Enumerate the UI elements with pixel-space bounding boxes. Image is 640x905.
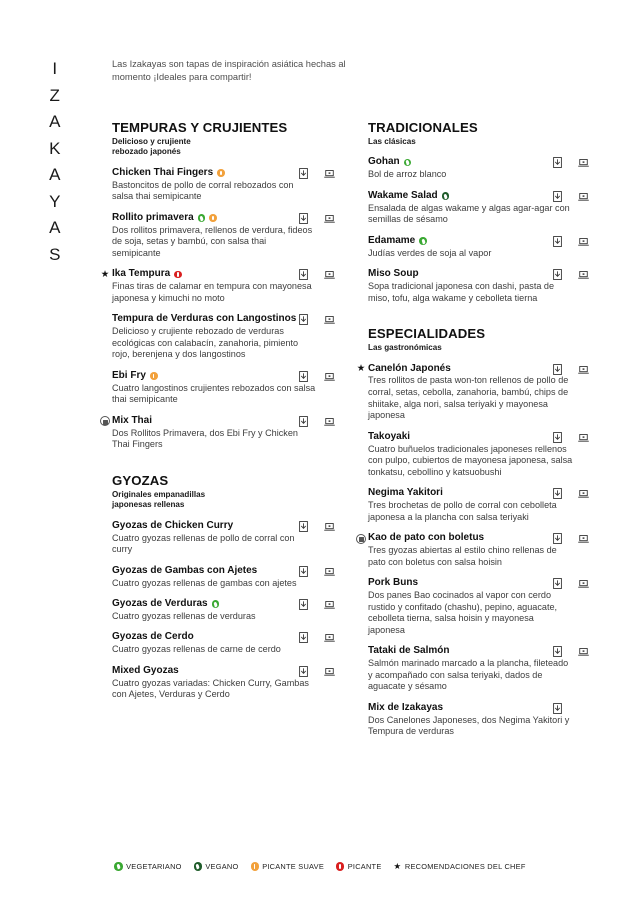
menu-item-actions [551,235,590,248]
menu-item-actions [297,370,336,383]
laptop-icon[interactable] [577,487,590,500]
mild-spicy-icon [217,169,225,177]
menu-item-name: Mix de Izakayas [368,702,444,714]
vegetarian-icon [198,214,206,222]
menu-item [368,532,590,568]
menu-item [112,212,350,260]
legend [0,862,640,871]
menu-item-description: Bol de arroz blanco [368,169,447,180]
menu-item-description: Tres gyozas abiertas al estilo chino rellenas de pato con boletus con salsa hoisin [368,545,557,567]
download-icon[interactable] [297,415,310,428]
menu-item-description: Delicioso y crujiente rebozado de verduras ecológicas con calabacín, zanahoria, pimiento rojo, berenjena y dos langostinos [112,326,299,360]
menu-item-description: Sopa tradicional japonesa con dashi, pasta de miso, tofu, alga wakame y cebolleta tierna [368,280,555,303]
menu-item-actions [551,190,590,203]
download-icon[interactable] [551,487,564,500]
menu-item-actions [551,645,590,658]
menu-item-name: Wakame Salad [368,189,438,201]
menu-item-actions [297,665,336,678]
menu-item [368,577,590,636]
menu-item-description: Dos panes Bao cocinados al vapor con cerdo rustido y confitado (chashu), pepino, aguacate, cebolleta tierna, salsa hoisin y mayonesa japonesa [368,590,558,635]
laptop-icon[interactable] [577,268,590,281]
download-icon[interactable] [551,268,564,281]
menu-item [112,565,350,589]
star-icon: ★ [393,861,402,872]
menu-item-actions [297,268,336,281]
menu-item-description: Salmón marinado marcado a la plancha, fileteado y acompañado con salsa teriyaki, dados de aguacate y sésamo [368,658,569,692]
menu-item [368,702,590,738]
download-icon[interactable] [551,645,564,658]
menu-item-name: Takoyaki [368,430,411,442]
menu-item [368,156,590,180]
menu-item [112,167,350,203]
menu-item [112,370,350,406]
brand-letter: A [49,165,61,184]
menu-section [112,473,350,701]
brand-letter: I [52,59,58,78]
chef-recommendation-star-icon: ★ [100,268,110,280]
menu-item-description: Cuatro gyozas rellenas de carne de cerdo [112,644,281,655]
download-icon[interactable] [297,598,310,611]
menu-item [368,487,590,523]
legend-item [394,862,526,871]
vegetarian-icon [404,159,412,167]
download-icon[interactable] [551,702,564,715]
menu-item-actions [551,532,590,545]
legend-label: PICANTE [347,862,382,871]
menu-item-description: Cuatro buñuelos tradicionales japoneses rellenos con pulpo, cubiertos de mayonesa japonesa, salsa tonkatsu, cebollino y katsuobushi [368,443,573,477]
brand-letter: S [49,244,61,264]
menu-item [368,190,590,226]
laptop-icon[interactable] [323,313,336,326]
legend-item [336,862,381,871]
intro-text: Las Izakayas son tapas de inspiración asiática hechas al momento ¡Ideales para compartir! [112,59,346,83]
menu-column-left [100,120,350,701]
menu-item-actions [297,313,336,326]
download-icon[interactable] [297,565,310,578]
legend-label: RECOMENDACIONES DEL CHEF [404,862,526,871]
section-title: GYOZAS [112,472,169,488]
legend-label: VEGANO [205,862,239,871]
brand-letter: Z [49,85,61,105]
menu-item-description: Tres rollitos de pasta won-ton rellenos de pollo de corral, setas, cebolla, zanahoria, bambú, chips de shiitake, alga nori, salsa teriyaki y mayonesa japonesa [368,375,569,421]
mild-spicy-icon [209,214,217,222]
menu-section [368,120,590,304]
menu-item-actions [297,415,336,428]
vegetarian-icon [419,237,427,245]
menu-item-name: Mixed Gyozas [112,664,179,676]
menu-item-actions [297,565,336,578]
vegetarian-icon [114,862,122,870]
menu-item-actions [297,598,336,611]
section-subtitle: Las clásicas [368,137,416,146]
menu-item-name: Gohan [368,156,400,168]
laptop-icon[interactable] [577,577,590,590]
menu-item-name: Ebi Fry [112,369,146,381]
spicy-icon [174,271,182,279]
menu-item [100,268,350,304]
menu-item-description: Cuatro gyozas variadas: Chicken Curry, Gambas con Ajetes, Verduras y Cerdo [112,677,309,700]
download-icon[interactable] [297,370,310,383]
menu-item-name: Kao de pato con boletus [368,532,485,544]
menu-item-description: Finas tiras de calamar en tempura con mayonesa japonesa y kimuchi no moto [112,281,312,303]
section-title: TRADICIONALES [368,120,478,135]
menu-column-right [356,120,590,738]
menu-item-name: Canelón Japonés [368,362,451,374]
menu-item-name: Mix Thai [112,414,153,426]
section-subtitle: Originales empanadillas japonesas rellenas [112,489,206,510]
brand-letter: Y [49,191,61,211]
menu-item-name: Gyozas de Chicken Curry [112,519,234,531]
laptop-icon[interactable] [323,167,336,180]
menu-item-name: Ika Tempura [112,268,171,280]
download-icon[interactable] [551,156,564,169]
menu-item-actions [551,431,590,444]
menu-item-description: Dos rollitos primavera, rellenos de verdura, fideos de soja, setas y bambú, con salsa thai semipicante [112,224,313,258]
menu-item-actions [551,702,564,715]
menu-item [356,362,590,422]
menu-item-description: Judías verdes de soja al vapor [368,247,492,258]
mild-spicy-icon [150,372,158,380]
laptop-icon[interactable] [323,565,336,578]
laptop-icon[interactable] [577,532,590,545]
laptop-icon[interactable] [323,665,336,678]
menu-item-name: Negima Yakitori [368,487,443,499]
section-title: TEMPURAS Y CRUJIENTES [112,120,288,135]
brand-letter: K [49,138,61,158]
laptop-icon[interactable] [577,156,590,169]
laptop-icon[interactable] [323,212,336,225]
section-subtitle: Las gastronómicas [368,343,442,353]
menu-item-actions [551,363,590,376]
menu-section [100,120,350,451]
laptop-icon[interactable] [323,520,336,533]
menu-item-name: Rollito primavera [112,211,194,223]
menu-section [356,326,590,738]
menu-item-actions [297,631,336,644]
menu-item-name: Miso Soup [368,268,419,280]
download-icon[interactable] [297,167,310,180]
menu-item-description: Cuatro gyozas rellenas de verduras [112,610,256,621]
section-subtitle: Delicioso y crujiente rebozado japonés [112,137,191,157]
download-icon[interactable] [297,520,310,533]
menu-item-description: Cuatro gyozas rellenas de pollo de corral con curry [112,532,295,555]
menu-item [368,268,590,304]
legend-item [114,862,181,871]
vegan-icon [442,192,450,200]
menu-item [112,415,350,451]
download-icon[interactable] [551,577,564,590]
menu-item-description: Dos Rollitos Primavera, dos Ebi Fry y Chicken Thai Fingers [112,427,298,450]
menu-item-description: Tres brochetas de pollo de corral con cebolleta japonesa a la plancha con salsa teriyaki [368,500,557,522]
download-icon[interactable] [297,268,310,281]
menu-item [368,645,590,693]
section-title: ESPECIALIDADES [368,326,486,342]
laptop-icon[interactable] [577,431,590,444]
menu-item [368,235,590,259]
laptop-icon[interactable] [577,645,590,658]
menu-item [112,598,350,622]
menu-item-actions [551,156,590,169]
menu-item-name: Tempura de Verduras con Langostinos [112,313,297,325]
menu-item-actions [297,520,336,533]
menu-item-name: Gyozas de Gambas con Ajetes [112,564,258,576]
laptop-icon[interactable] [323,268,336,281]
menu-item-name: Chicken Thai Fingers [112,166,214,178]
menu-item-description: Ensalada de algas wakame y algas agar-agar con semillas de sésamo [368,202,570,225]
menu-item-name: Pork Buns [368,577,419,589]
brand-letter: A [49,112,61,131]
menu-item-name: Edamame [368,234,416,246]
menu-item-description: Dos Canelones Japoneses, dos Negima Yakitori y Tempura de verduras [368,714,570,737]
menu-item [112,665,350,701]
download-icon[interactable] [551,431,564,444]
brand-letter: A [49,218,61,237]
legend-item [251,862,325,871]
laptop-icon[interactable] [323,631,336,644]
menu-item-name: Tataki de Salmón [368,645,450,657]
laptop-icon[interactable] [577,235,590,248]
vegetarian-icon [212,600,220,608]
laptop-icon[interactable] [323,598,336,611]
spicy-icon [336,862,344,870]
menu-item-description: Cuatro gyozas rellenas de gambas con ajetes [112,577,297,588]
menu-item-actions [297,167,336,180]
share-badge-icon [100,416,110,427]
download-icon[interactable] [551,532,564,545]
download-icon[interactable] [297,631,310,644]
menu-item-description: Cuatro langostinos crujientes rebozados con salsa thai semipicante [112,382,316,405]
menu-item-actions [551,487,590,500]
download-icon[interactable] [297,665,310,678]
laptop-icon[interactable] [577,190,590,203]
menu-item [112,631,350,655]
laptop-icon[interactable] [323,370,336,383]
download-icon[interactable] [297,212,310,225]
menu-item-name: Gyozas de Verduras [112,598,208,610]
legend-item [194,862,239,871]
menu-item-description: Bastoncitos de pollo de corral rebozados con salsa thai semipicante [112,179,294,202]
chef-recommendation-star-icon: ★ [356,363,366,375]
laptop-icon[interactable] [323,415,336,428]
vegan-icon [194,862,202,870]
menu-item-name: Gyozas de Cerdo [112,631,194,643]
download-icon[interactable] [551,190,564,203]
legend-label: VEGETARIANO [126,862,182,871]
mild-spicy-icon [251,862,259,870]
menu-item [112,520,350,556]
share-badge-icon [356,533,366,544]
laptop-icon[interactable] [577,363,590,376]
menu-item-actions [297,212,336,225]
menu-item [368,431,590,479]
legend-label: PICANTE SUAVE [262,862,325,871]
download-icon[interactable] [551,363,564,376]
menu-item-actions [551,268,590,281]
menu-item [112,313,350,361]
download-icon[interactable] [297,313,310,326]
brand-izakayas-vertical [38,56,72,268]
menu-item-actions [551,577,590,590]
download-icon[interactable] [551,235,564,248]
